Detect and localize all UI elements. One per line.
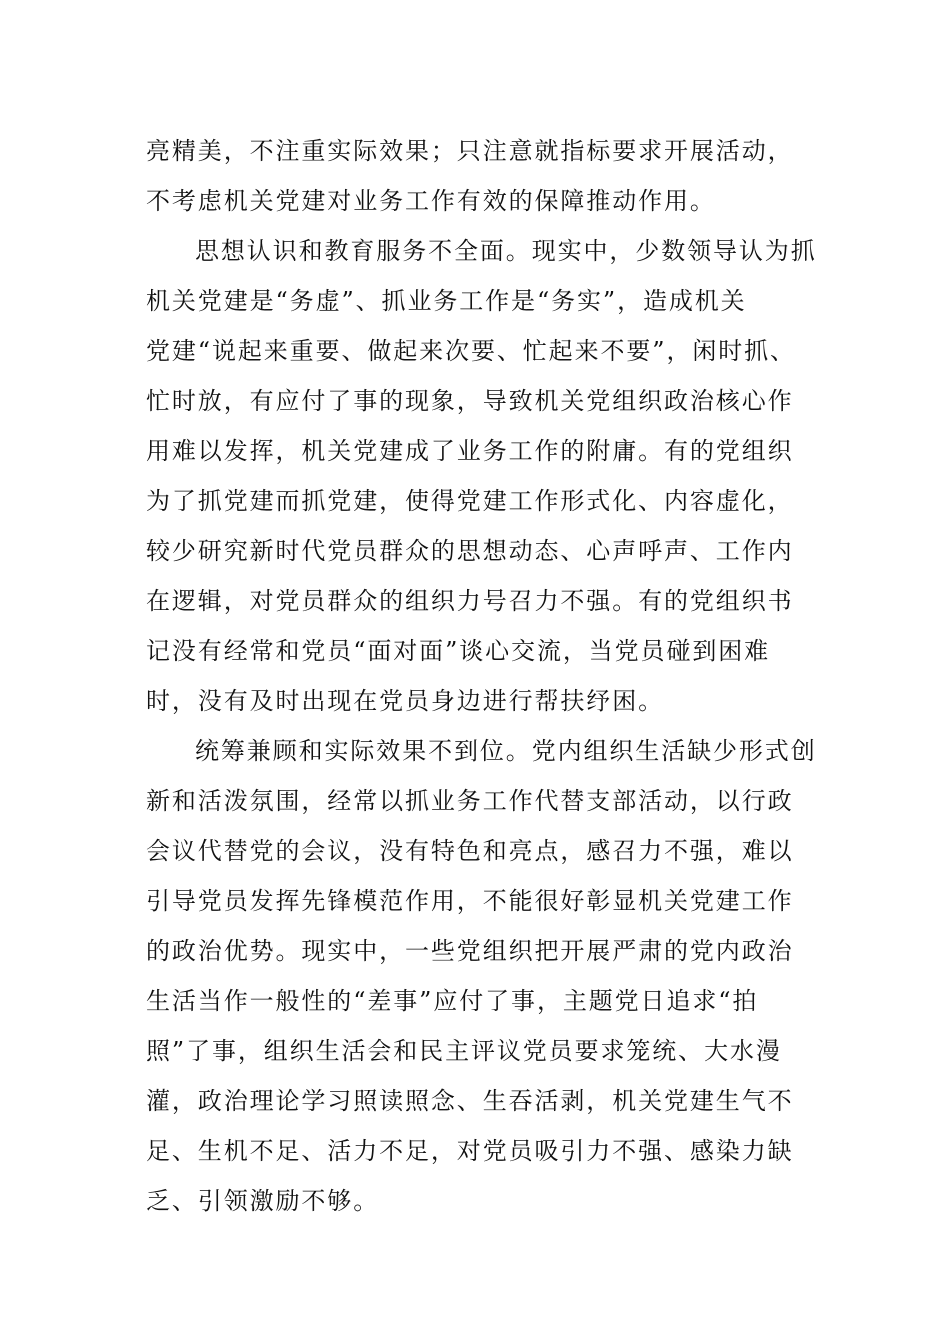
paragraph-start-line: 思想认识和教育服务不全面。现实中，少数领导认为抓 — [195, 237, 817, 265]
text-line-7: 用难以发挥，机关党建成了业务工作的附庸。有的党组织 — [146, 437, 794, 465]
text-line-2: 不考虑机关党建对业务工作有效的保障推动作用。 — [146, 187, 716, 215]
text-line-20: 灌，政治理论学习照读照念、生吞活剥，机关党建生气不 — [146, 1087, 794, 1115]
text-line-21: 足、生机不足、活力不足，对党员吸引力不强、感染力缺 — [146, 1137, 794, 1165]
text-line-10: 在逻辑，对党员群众的组织力号召力不强。有的党组织书 — [146, 587, 794, 615]
text-line-18: 生活当作一般性的“差事”应付了事，主题党日追求“拍 — [146, 987, 759, 1015]
text-line-14: 新和活泼氛围，经常以抓业务工作代替支部活动，以行政 — [146, 787, 794, 815]
text-line-8: 为了抓党建而抓党建，使得党建工作形式化、内容虚化， — [146, 487, 794, 515]
text-line-22: 乏、引领激励不够。 — [146, 1187, 380, 1215]
text-line-15: 会议代替党的会议，没有特色和亮点，感召力不强，难以 — [146, 837, 794, 865]
paragraph-start-line-2: 统筹兼顾和实际效果不到位。党内组织生活缺少形式创 — [195, 737, 817, 765]
text-line-17: 的政治优势。现实中，一些党组织把开展严肃的党内政治 — [146, 937, 794, 965]
text-line-9: 较少研究新时代党员群众的思想动态、心声呼声、工作内 — [146, 537, 794, 565]
text-line-19: 照”了事，组织生活会和民主评议党员要求笼统、大水漫 — [146, 1037, 782, 1065]
text-line-6: 忙时放，有应付了事的现象，导致机关党组织政治核心作 — [146, 387, 794, 415]
text-line-5: 党建“说起来重要、做起来次要、忙起来不要”，闲时抓、 — [146, 337, 796, 365]
text-line-4: 机关党建是“务虚”、抓业务工作是“务实”，造成机关 — [146, 287, 747, 315]
body-text — [146, 126, 817, 1226]
text-line-16: 引导党员发挥先锋模范作用，不能很好彰显机关党建工作 — [146, 887, 794, 915]
text-line-12: 时，没有及时出现在党员身边进行帮扶纾困。 — [146, 687, 664, 715]
text-line-1: 亮精美，不注重实际效果；只注意就指标要求开展活动， — [146, 137, 794, 165]
text-line-11: 记没有经常和党员“面对面”谈心交流，当党员碰到困难 — [146, 637, 771, 665]
